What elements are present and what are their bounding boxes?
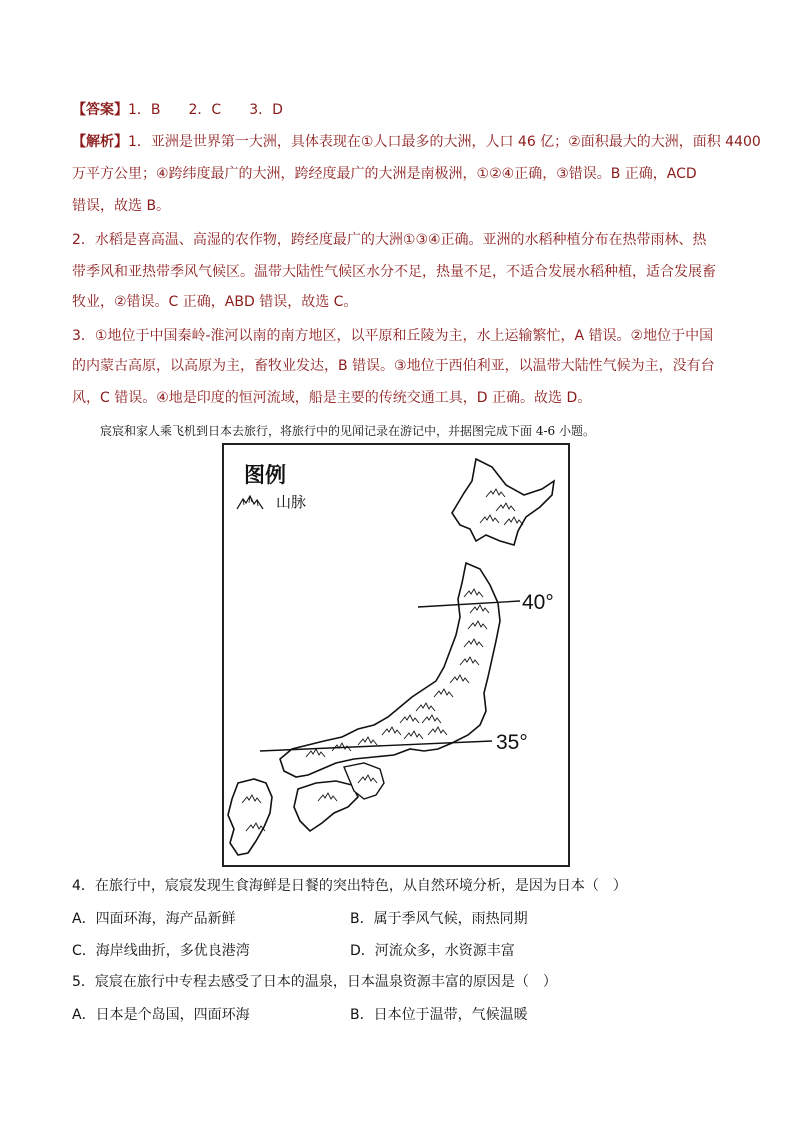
answer-text: 1．B 2．C 3．D xyxy=(128,102,283,118)
question-4-stem: 4．在旅行中，宸宸发现生食海鲜是日餐的突出特色，从自然环境分析，是因为日本（ ） xyxy=(72,878,627,894)
analysis-line: 牧业，②错误。C 正确，ABD 错误，故选 C。 xyxy=(72,294,358,310)
analysis-line: 错误，故选 B。 xyxy=(72,198,171,214)
analysis-line xyxy=(72,132,761,152)
analysis-line: 2．水稻是喜高温、高湿的农作物，跨经度最广的大洲①③④正确。亚洲的水稻种植分布在热带雨林、热 xyxy=(72,232,707,248)
question-5-option-a: A．日本是个岛国，四面环海 xyxy=(72,1007,250,1023)
japan-map xyxy=(222,443,570,867)
analysis-text: 1．亚洲是世界第一大洲，具体表现在①人口最多的大洲，人口 46 亿；②面积最大的大洲，面积 4400 xyxy=(128,134,761,150)
question-4-option-c: C．海岸线曲折，多优良港湾 xyxy=(72,943,250,959)
japan-outline xyxy=(224,445,568,865)
analysis-line: 带季风和亚热带季风气候区。温带大陆性气候区水分不足，热量不足，不适合发展水稻种植，适合发展畜 xyxy=(72,264,716,280)
legend-label: 山脉 xyxy=(276,493,307,511)
analysis-line: 风，C 错误。④地是印度的恒河流域，船是主要的传统交通工具，D 正确。故选 D。 xyxy=(72,390,592,406)
legend-title: 图例 xyxy=(244,463,286,487)
analysis-line: 的内蒙古高原，以高原为主，畜牧业发达，B 错误。③地位于西伯利亚，以温带大陆性气候为主，没有台 xyxy=(72,358,715,374)
analysis-line: 3．①地位于中国秦岭-淮河以南的南方地区，以平原和丘陵为主，水上运输繁忙，A 错误。②地位于中国 xyxy=(72,328,714,344)
question-4-option-d: D．河流众多，水资源丰富 xyxy=(350,943,515,959)
analysis-line: 万平方公里；④跨纬度最广的大洲，跨经度最广的大洲是南极洲，①②④正确，③错误。B 正确，ACD xyxy=(72,166,697,182)
question-5-option-b: B．日本位于温带，气候温暖 xyxy=(350,1007,528,1023)
answer-label: 【答案】 xyxy=(72,102,128,118)
question-4-option-a: A．四面环海，海产品新鲜 xyxy=(72,911,236,927)
question-4-option-b: B．属于季风气候，雨热同期 xyxy=(350,911,528,927)
latitude-40-label: 40° xyxy=(522,591,554,614)
analysis-label: 【解析】 xyxy=(72,134,128,150)
latitude-35-label: 35° xyxy=(496,731,528,754)
answer-line xyxy=(72,100,732,120)
question-5-stem: 5．宸宸在旅行中专程去感受了日本的温泉，日本温泉资源丰富的原因是（ ） xyxy=(72,974,557,990)
question-intro: 宸宸和家人乘飞机到日本去旅行，将旅行中的见闻记录在游记中，并据图完成下面 4-6 小题。 xyxy=(100,424,595,438)
